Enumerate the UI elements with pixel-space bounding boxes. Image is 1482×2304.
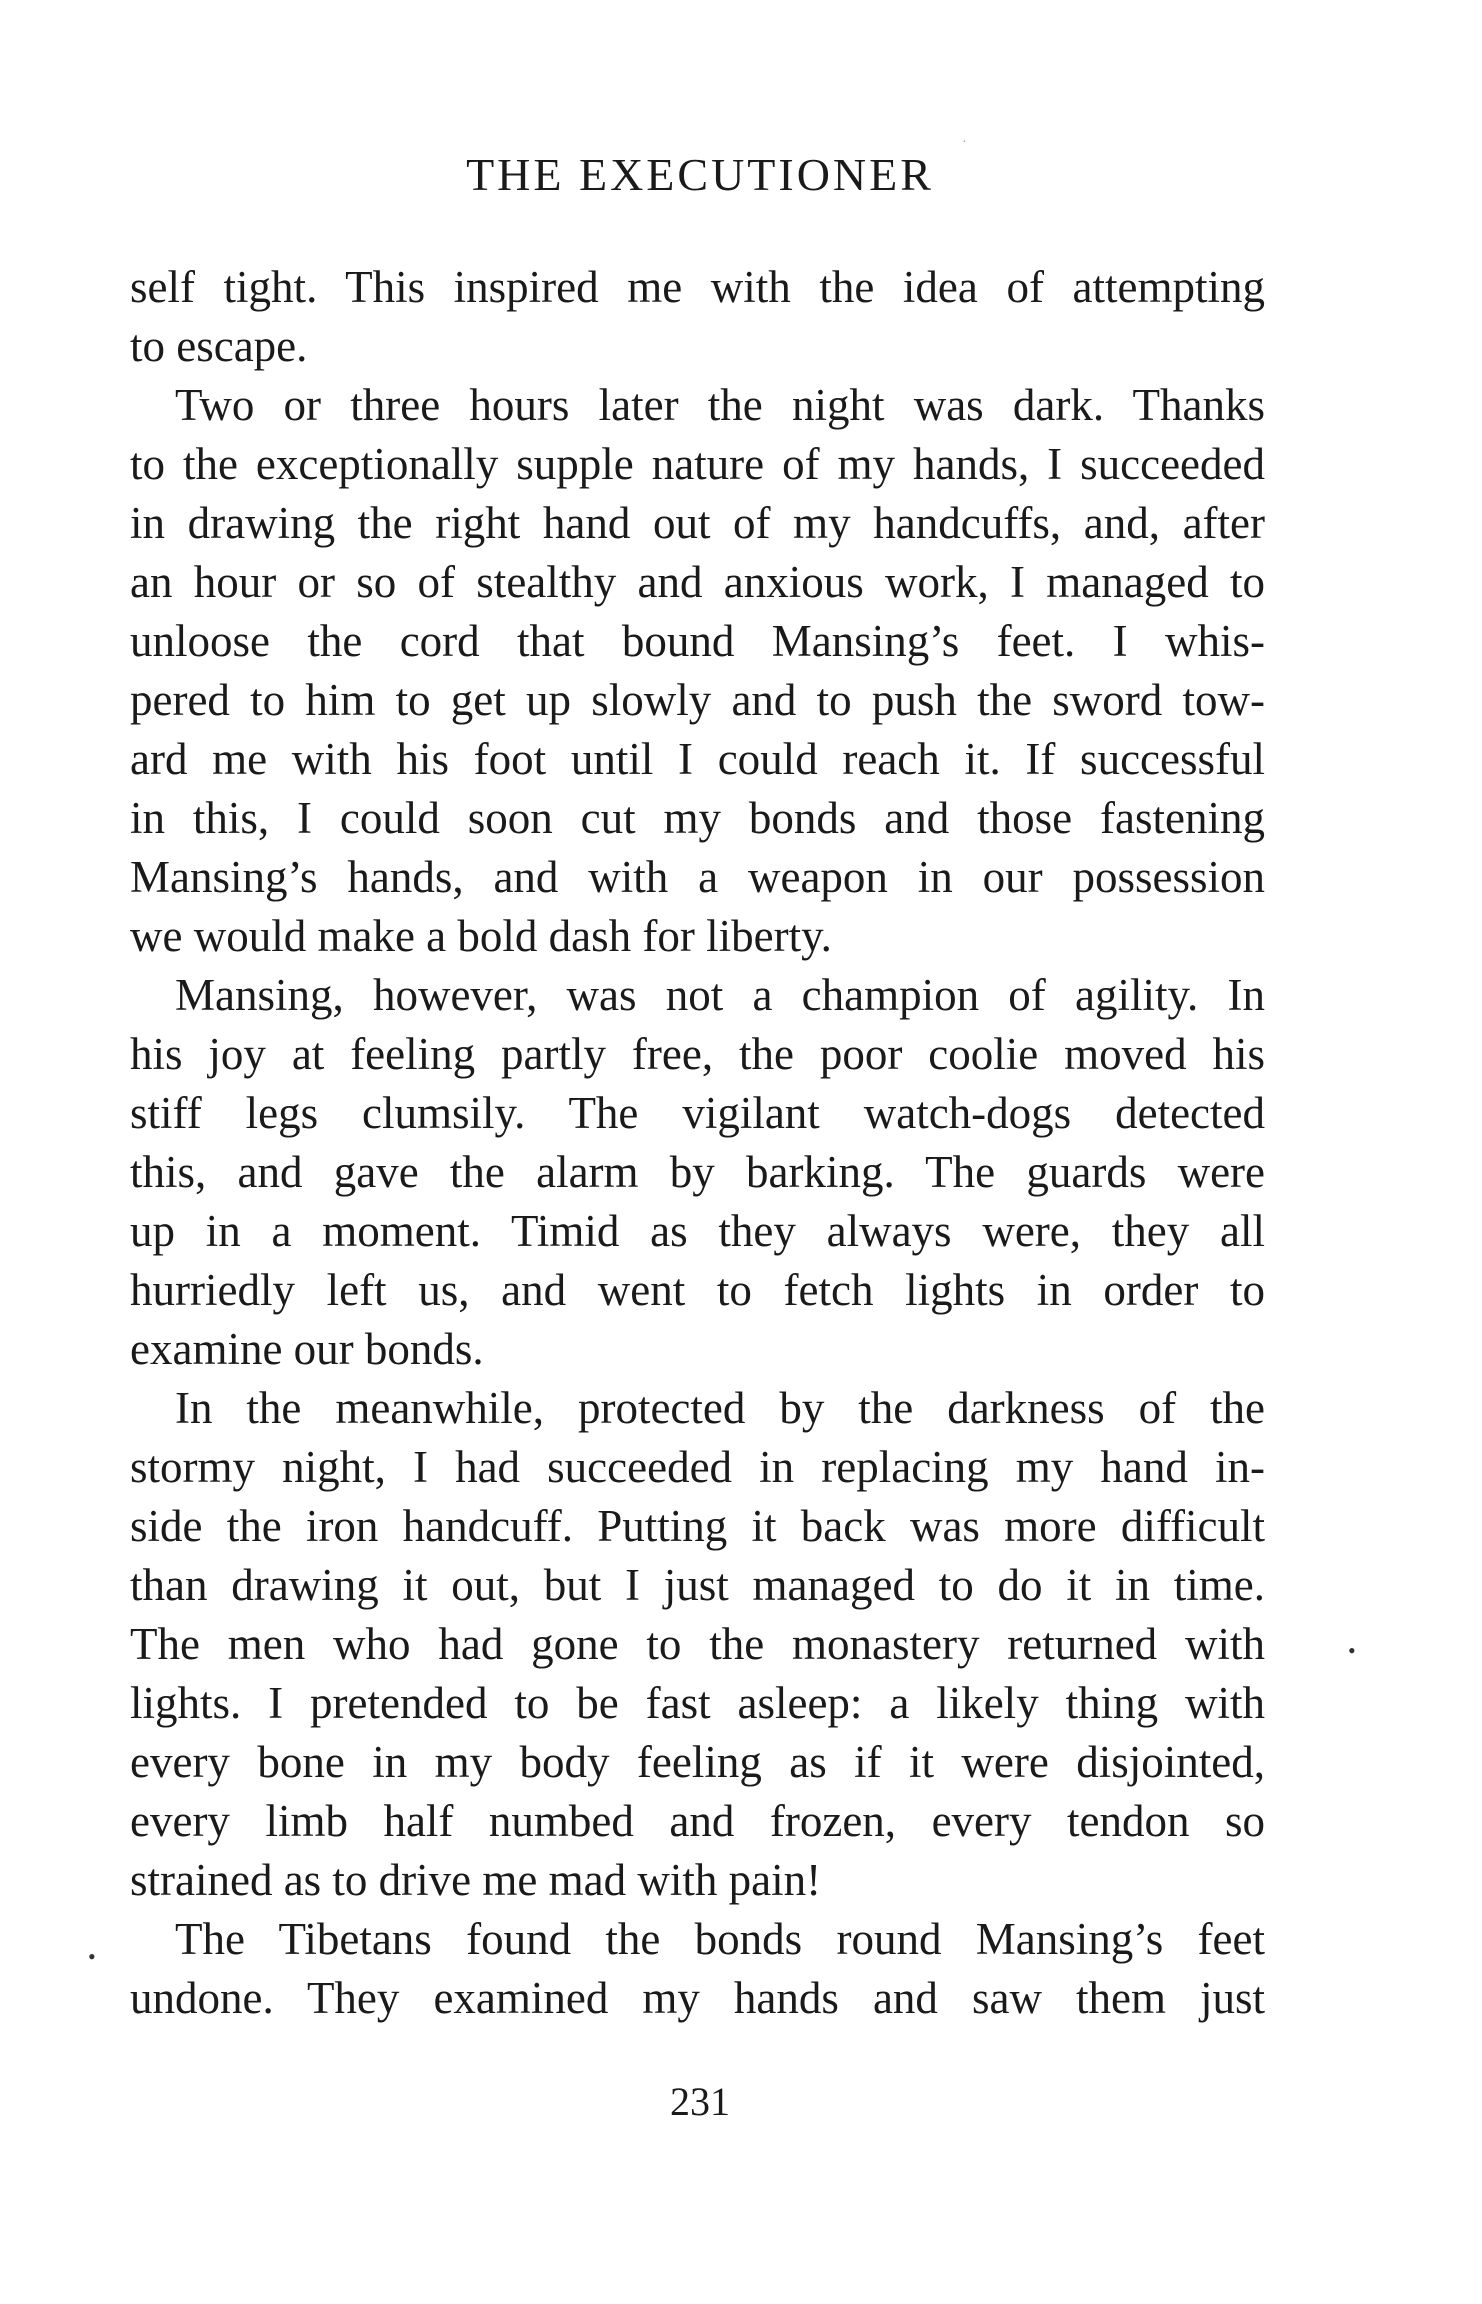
page-number: 231 <box>670 2079 730 2124</box>
text-line: pered to him to get up slowly and to push the sword tow- <box>130 675 1265 725</box>
text-line: Mansing, however, was not a champion of agility. In <box>175 970 1265 1020</box>
text-line: hurriedly left us, and went to fetch lights in order to <box>130 1265 1265 1315</box>
text-line: we would make a bold dash for liberty. <box>130 911 832 961</box>
body-text <box>130 258 1265 2028</box>
text-line: to escape. <box>130 321 308 371</box>
text-line: an hour or so of stealthy and anxious work, I managed to <box>130 557 1265 607</box>
text-line: every limb half numbed and frozen, every tendon so <box>130 1796 1265 1846</box>
text-line: Two or three hours later the night was dark. Thanks <box>175 380 1265 430</box>
text-line: in drawing the right hand out of my handcuffs, and, after <box>130 498 1265 548</box>
text-line: stormy night, I had succeeded in replacing my hand in- <box>130 1442 1265 1492</box>
text-line: this, and gave the alarm by barking. The guards were <box>130 1147 1265 1197</box>
text-line: up in a moment. Timid as they always were, they all <box>130 1206 1265 1256</box>
page-speck: · <box>962 135 967 150</box>
text-line: side the iron handcuff. Putting it back was more difficult <box>130 1501 1265 1551</box>
text-line: The Tibetans found the bonds round Mansing’s feet <box>175 1914 1265 1964</box>
text-line: to the exceptionally supple nature of my hands, I succeeded <box>130 439 1265 489</box>
text-line: stiff legs clumsily. The vigilant watch-dogs detected <box>130 1088 1265 1138</box>
text-line: self tight. This inspired me with the idea of attempting <box>130 262 1265 312</box>
text-line: In the meanwhile, protected by the darkness of the <box>175 1383 1265 1433</box>
text-line: ard me with his foot until I could reach it. If successful <box>130 734 1265 784</box>
text-line: undone. They examined my hands and saw them just <box>130 1973 1265 2023</box>
text-line: examine our bonds. <box>130 1324 484 1374</box>
margin-dot-icon: • <box>1348 1638 1356 1663</box>
running-head: THE EXECUTIONER <box>466 149 934 200</box>
text-line: in this, I could soon cut my bonds and those fastening <box>130 793 1265 843</box>
text-line: unloose the cord that bound Mansing’s feet. I whis- <box>130 616 1265 666</box>
text-line: strained as to drive me mad with pain! <box>130 1855 822 1905</box>
text-line: every bone in my body feeling as if it were disjointed, <box>130 1737 1265 1787</box>
text-line: Mansing’s hands, and with a weapon in our possession <box>130 852 1265 902</box>
text-line: his joy at feeling partly free, the poor coolie moved his <box>130 1029 1265 1079</box>
text-line: The men who had gone to the monastery returned with <box>130 1619 1265 1669</box>
text-line: lights. I pretended to be fast asleep: a likely thing with <box>130 1678 1265 1728</box>
text-line: than drawing it out, but I just managed to do it in time. <box>130 1560 1265 1610</box>
margin-dot-icon: • <box>88 1944 96 1969</box>
